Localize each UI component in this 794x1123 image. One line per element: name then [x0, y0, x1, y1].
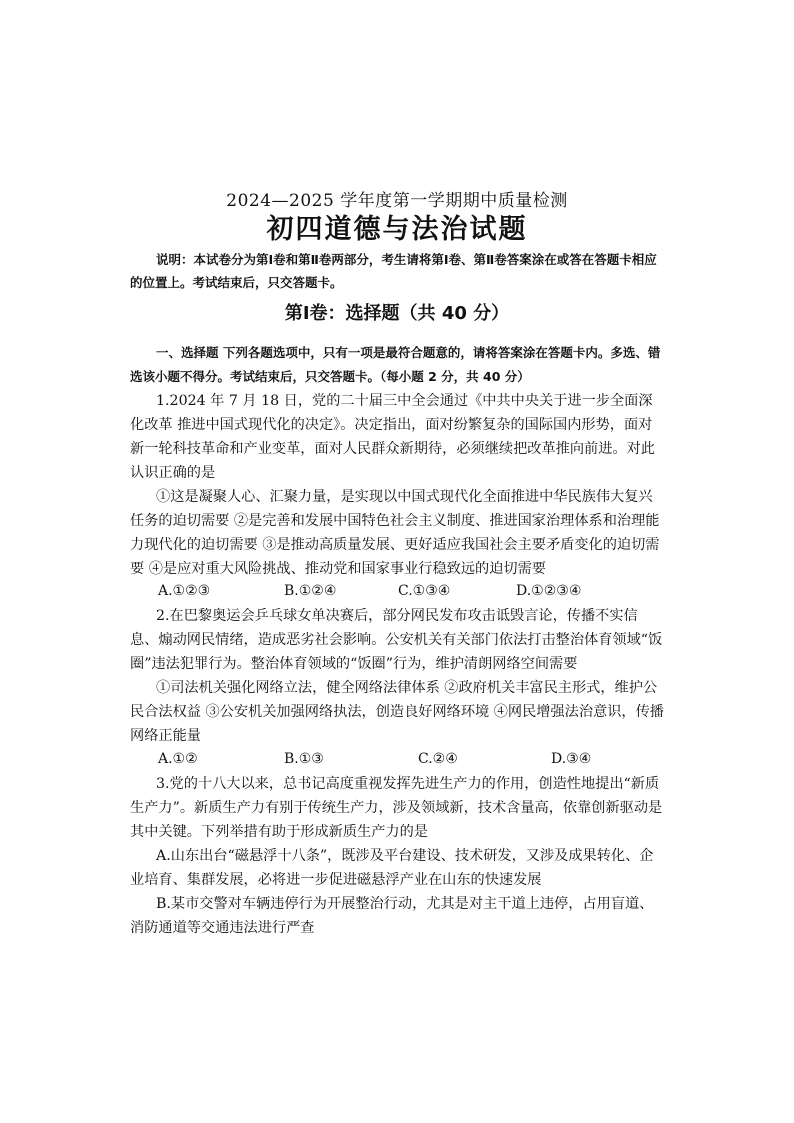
section-title: 第Ⅰ卷：选择题（共 40 分）	[284, 303, 510, 324]
question-2-options	[158, 748, 678, 770]
exam-title: 初四道德与法治试题	[266, 214, 528, 245]
option-d: D.③④	[551, 751, 592, 767]
question-2-statements: ①司法机关强化网络立法，健全网络法律体系 ②政府机关丰富民主形式，维护公民合法权益 ③公安机关加强网络执法，创造良好网络环境 ④网民增强法治意识，传播网络正能量	[130, 680, 664, 744]
exam-subtitle: 2024—2025 学年度第一学期期中质量检测	[226, 191, 568, 211]
exam-instructions: 说明：本试卷分为第Ⅰ卷和第Ⅱ卷两部分，考生请将第Ⅰ卷、第Ⅱ卷答案涂在或答在答题卡相应的位置上。考试结束后，只交答题卡。	[130, 252, 657, 290]
question-3-option-a: A.山东出台“磁悬浮十八条”，既涉及平台建设、技术研发，又涉及成果转化、企业培育、集群发展，必将进一步促进磁悬浮产业在山东的快速发展	[130, 848, 654, 888]
question-1-options	[158, 580, 678, 602]
question-1-stem: 1.2024 年 7 月 18 日，党的二十届三中全会通过《中共中央关于进一步全面深化改革 推进中国式现代化的决定》。决定指出，面对纷繁复杂的国际国内形势，面对新一轮科技革命和产业变革，面对人民群众新期待，必须继续把改革推向前进。对此认识正确的是	[130, 393, 655, 481]
question-1-statements: ①这是凝聚人心、汇聚力量，是实现以中国式现代化全面推进中华民族伟大复兴任务的迫切需要 ②是完善和发展中国特色社会主义制度、推进国家治理体系和治理能力现代化的迫切需要 ③是推动高质量发展、更好适应我国社会主要矛盾变化的迫切需要 ④是应对重大风险挑战、推动党和国家事业行稳致远的迫切需要	[130, 489, 660, 577]
option-a: A.①②③	[158, 583, 211, 599]
option-c: C.②④	[418, 751, 458, 767]
option-a: A.①②	[158, 751, 198, 767]
option-b: B.①②④	[284, 583, 337, 599]
option-d: D.①②③④	[516, 583, 582, 599]
option-c: C.①③④	[398, 583, 451, 599]
question-2-stem: 2.在巴黎奥运会乒乓球女单决赛后，部分网民发布攻击诋毁言论，传播不实信息、煽动网民情绪，造成恶劣社会影响。公安机关有关部门依法打击整治体育领域“饭圈”违法犯罪行为。整治体育领域的“饭圈”行为，维护清朗网络空间需要	[130, 608, 663, 672]
question-3-stem: 3.党的十八大以来，总书记高度重视发挥先进生产力的作用，创造性地提出“新质生产力”。新质生产力有别于传统生产力，涉及领域新，技术含量高，依靠创新驱动是其中关键。下列举措有助于形成新质生产力的是	[130, 776, 663, 840]
section-intro: 一、选择题 下列各题选项中，只有一项是最符合题意的，请将答案涂在答题卡内。多选、错选该小题不得分。考试结束后，只交答题卡。（每小题 2 分，共 40 分）	[130, 345, 661, 384]
question-3-option-b: B.某市交警对车辆违停行为开展整治行动，尤其是对主干道上违停，占用盲道、消防通道等交通违法进行严查	[130, 896, 654, 936]
option-b: B.①③	[284, 751, 324, 767]
